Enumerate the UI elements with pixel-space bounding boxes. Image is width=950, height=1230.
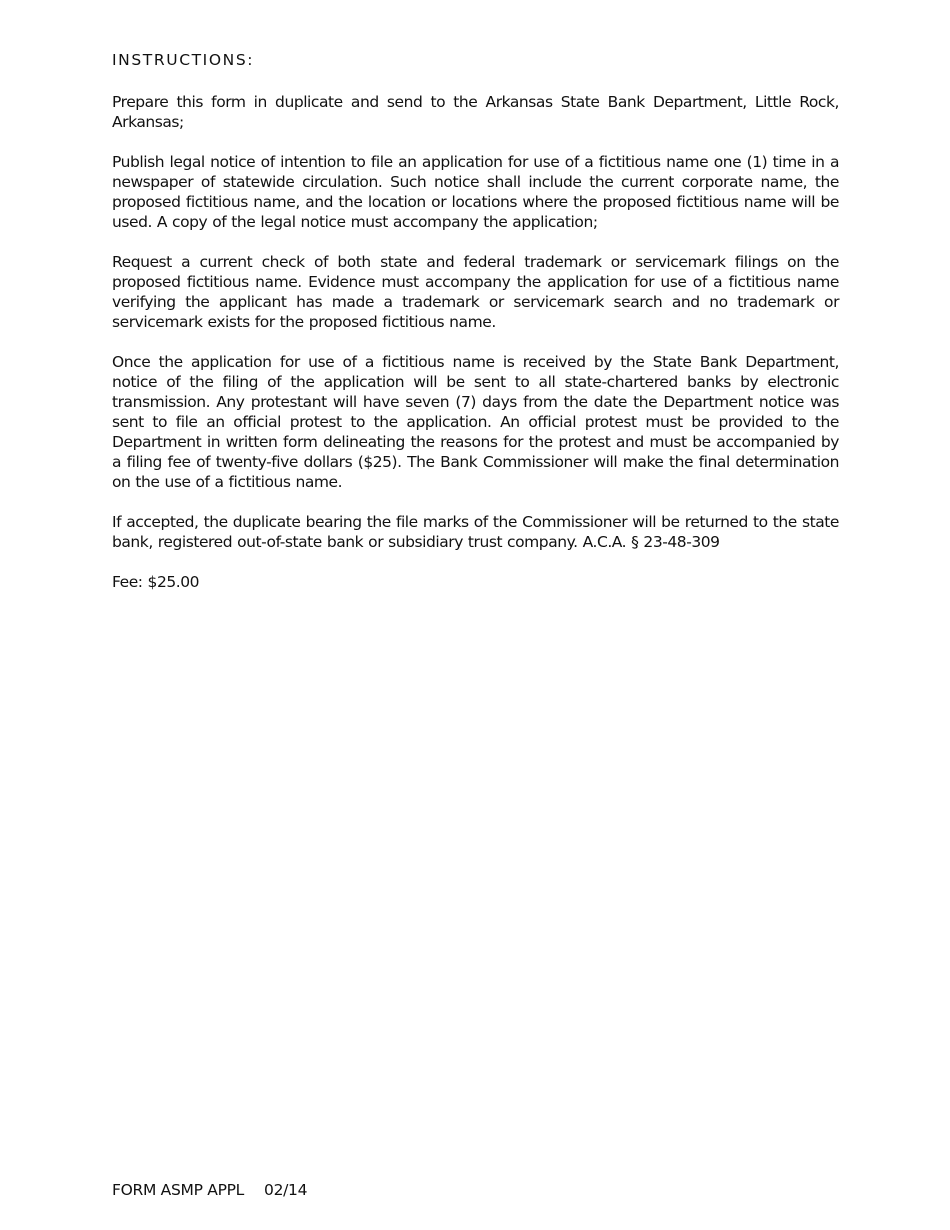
instruction-paragraph-prepare: Prepare this form in duplicate and send to the Arkansas State Bank Department, Little Rock, Arkansas;: [112, 93, 839, 131]
form-id: FORM ASMP APPL: [112, 1181, 245, 1199]
form-footer: [112, 1180, 307, 1200]
instruction-paragraph-trademark-check: Request a current check of both state and federal trademark or servicemark filings on the proposed fictitious name. Evidence must accompany the application for use of a fictitious name verifying the applicant has made a trademark or servicemark search and no trademark or servicemark exists for the proposed fictitious name.: [112, 253, 839, 331]
instruction-paragraph-acceptance: If accepted, the duplicate bearing the file marks of the Commissioner will be returned to the state bank, registered out-of-state bank or subsidiary trust company. A.C.A. § 23-48-309: [112, 513, 839, 551]
form-revision-date: 02/14: [264, 1181, 308, 1199]
fee-line: Fee: $25.00: [112, 573, 200, 591]
instruction-paragraph-publish-notice: Publish legal notice of intention to file an application for use of a fictitious name one (1) time in a newspaper of statewide circulation. Such notice shall include the current corporate name, the proposed fictitious name, and the location or locations where the proposed fictitious name will be used. A copy of the legal notice must accompany the application;: [112, 153, 839, 231]
instruction-paragraph-protest: Once the application for use of a fictitious name is received by the State Bank Department, notice of the filing of the application will be sent to all state-chartered banks by electronic transmission. Any protestant will have seven (7) days from the date the Department notice was sent to file an official protest to the application. An official protest must be provided to the Department in written form delineating the reasons for the protest and must be accompanied by a filing fee of twenty-five dollars ($25). The Bank Commissioner will make the final determination on the use of a fictitious name.: [112, 353, 839, 491]
instructions-heading: INSTRUCTIONS:: [112, 51, 255, 69]
instructions-page: [112, 50, 839, 612]
